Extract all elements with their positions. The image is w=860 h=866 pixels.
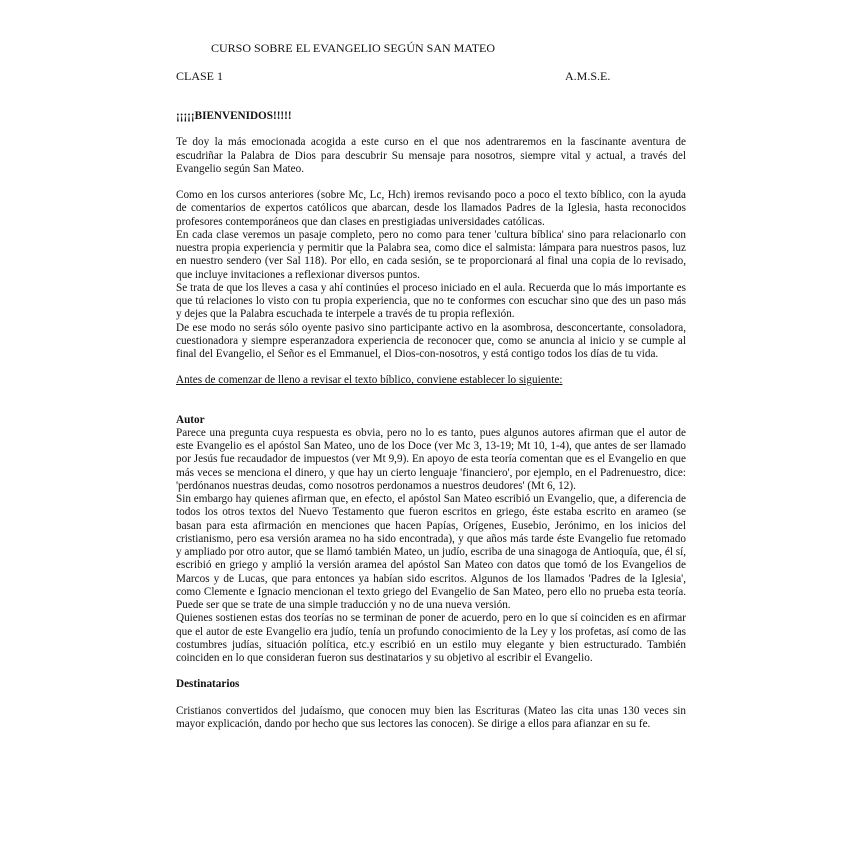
paragraph-active-participant: De ese modo no serás sólo oyente pasivo sino participante activo en la asombrosa, desconcertante, consoladora, cuestionadora y siempre esperanzadora experiencia de reconocer que, como se anuncia al inicio y se cumple al final del Evangelio, el Señor es el Emmanuel, el Dios-con-nosotros, y está contigo todos los días de tu vida. (176, 321, 686, 360)
paragraph-each-class: En cada clase veremos un pasaje completo, pero no como para tener 'cultura bíblica' sino para relacionarlo con nuestra propia experiencia y permitir que la Palabra sea, como dice el salmista: lámpara para nuestros pasos, luz en nuestro sendero (ver Sal 118). Por ello, en cada sesión, se te proporcionará al final una copia de lo revisado, que incluye invitaciones a reflexionar diversos puntos. (176, 228, 686, 281)
document-body (176, 110, 686, 731)
class-label: CLASE 1 (176, 69, 224, 83)
paragraph-destinatarios-1: Cristianos convertidos del judaísmo, que conocen muy bien las Escrituras (Mateo las cita unas 130 veces sin mayor explicación, dando por hecho que sus lectores las conocen). Se dirige a ellos para afianzar en su fe. (176, 704, 686, 730)
document-title: CURSO SOBRE EL EVANGELIO SEGÚN SAN MATEO (211, 41, 496, 55)
paragraph-autor-2: Sin embargo hay quienes afirman que, en efecto, el apóstol San Mateo escribió un Evangelio, que, a diferencia de todos los otros textos del Nuevo Testamento que fueron escritos en griego, éste estaba escrito en arameo (se basan para esta afirmación en menciones que hacen Papías, Orígenes, Eusebio, Jerónimo, en los inicios del cristianismo, pero esa versión aramea no ha sido encontrada), y que años más tarde éste Evangelio fue retomado y ampliado por otro autor, que se llamó también Mateo, un judío, escriba de una sinagoga de Antioquía, que, él sí, escribió en griego y amplió la versión aramea del apóstol San Mateo con datos que tomó de los Evangelios de Marcos y de Lucas, que para entonces ya habían sido escritos. Algunos de los llamados 'Padres de la Iglesia', como Clemente e Ignacio mencionan el texto griego del Evangelio de San Mateo, pero ello no prueba esta teoría. Puede ser que se trate de una simple traducción y no de una nueva versión. (176, 493, 686, 611)
paragraph-method: Como en los cursos anteriores (sobre Mc, Lc, Hch) iremos revisando poco a poco el texto bíblico, con la ayuda de comentarios de expertos católicos que abarcan, desde los llamados Padres de la Iglesia, hasta reconocidos profesores contemporáneos que dan clases en prestigiadas universidades católicas. (176, 189, 686, 228)
paragraph-autor-3: Quienes sostienen estas dos teorías no se terminan de poner de acuerdo, pero en lo que sí coinciden es en afirmar que el autor de este Evangelio era judío, tenía un profundo conocimiento de la Ley y los profetas, así como de las costumbres judías, situación política, etc.y escribió en un estilo muy elegante y bien estructurado. También coinciden en lo que consideran fueron sus destinatarios y su objetivo al escribir el Evangelio. (176, 612, 686, 664)
section-heading-autor: Autor (176, 413, 205, 426)
intro-underlined: Antes de comenzar de lleno a revisar el texto bíblico, conviene establecer lo siguiente: (176, 374, 563, 387)
paragraph-welcome: Te doy la más emocionada acogida a este curso en el que nos adentraremos en la fascinante aventura de escudriñar la Palabra de Dios para descubrir Su mensaje para nosotros, siempre vital y actual, a través del Evangelio según San Mateo. (176, 136, 686, 175)
paragraph-autor-1: Parece una pregunta cuya respuesta es obvia, pero no lo es tanto, pues algunos autores afirman que el autor de este Evangelio es el apóstol San Mateo, uno de los Doce (ver Mc 3, 13-19; Mt 10, 1-4), que antes de ser llamado por Jesús fue recaudador de impuestos (ver Mt 9,9). En apoyo de esta teoría comentan que es el Evangelio en que más veces se menciona el dinero, y que hay un cierto lenguaje 'financiero', por ejemplo, en el Padrenuestro, dice: 'perdónanos nuestras deudas, como nosotros perdonamos a nuestros deudores' (Mt 6, 12). (176, 426, 686, 492)
section-heading-destinatarios: Destinatarios (176, 678, 240, 691)
author-initials: A.M.S.E. (565, 69, 611, 83)
paragraph-take-home: Se trata de que los lleves a casa y ahí continúes el proceso iniciado en el aula. Recuerda que lo más importante es que tú relaciones lo visto con tu propia experiencia, que no te conformes con escuchar sino que des un paso más y dejes que la Palabra escuchada te interpele a través de tu propia reflexión. (176, 281, 686, 321)
welcome-heading: ¡¡¡¡¡BIENVENIDOS!!!!! (176, 110, 292, 122)
